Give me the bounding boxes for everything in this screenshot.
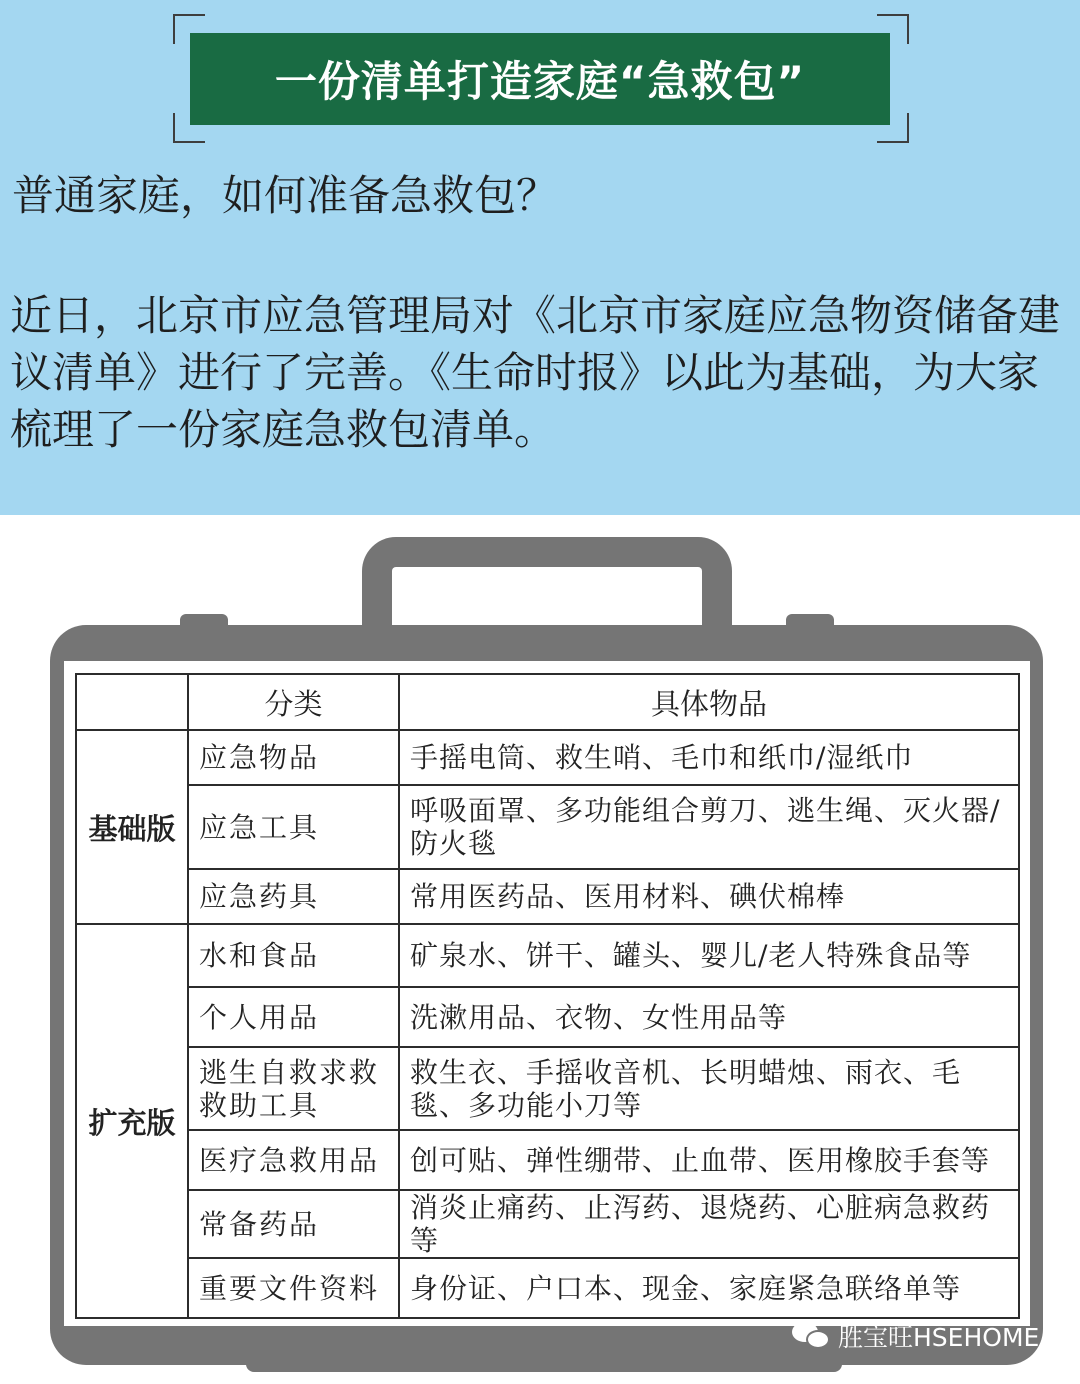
table-row: [76, 1047, 1019, 1130]
header-panel: [0, 0, 1080, 515]
watermark: [792, 1318, 1039, 1354]
group-label-extended: 扩充版: [76, 924, 188, 1318]
suitcase-base: [246, 1356, 842, 1372]
kit-table: [75, 673, 1020, 1319]
items-cell: 创可贴、弹性绷带、止血带、医用橡胶手套等: [399, 1130, 1019, 1190]
table-row: [76, 1190, 1019, 1258]
category-cell: 逃生自救求救救助工具: [188, 1047, 399, 1130]
category-cell: 应急药具: [188, 869, 399, 924]
wechat-icon: [792, 1320, 832, 1352]
intro-paragraph: 近日，北京市应急管理局对《北京市家庭应急物资储备建议清单》进行了完善。《生命时报》以此为基础，为大家梳理了一份家庭急救包清单。: [10, 291, 1061, 454]
items-cell: 身份证、户口本、现金、家庭紧急联络单等: [399, 1258, 1019, 1318]
items-cell: 洗漱用品、衣物、女性用品等: [399, 987, 1019, 1047]
watermark-text: 胜宝旺HSEHOME: [838, 1323, 1040, 1352]
header-cell-group: [76, 674, 188, 730]
items-cell: 消炎止痛药、止泻药、退烧药、心脏病急救药等: [399, 1190, 1019, 1258]
items-cell: 矿泉水、饼干、罐头、婴儿/老人特殊食品等: [399, 924, 1019, 987]
table-row: [76, 1130, 1019, 1190]
category-cell: 水和食品: [188, 924, 399, 987]
table-row: [76, 924, 1019, 987]
table-row: [76, 1258, 1019, 1318]
items-cell: 呼吸面罩、多功能组合剪刀、逃生绳、灭火器/防火毯: [399, 785, 1019, 869]
page-title: 一份清单打造家庭“急救包”: [274, 57, 806, 106]
suitcase-handle: [362, 537, 732, 637]
group-label-basic: 基础版: [76, 730, 188, 924]
table-row: [76, 987, 1019, 1047]
table-row: [76, 785, 1019, 869]
table-row: [76, 730, 1019, 785]
items-cell: 常用医药品、医用材料、碘伏棉棒: [399, 869, 1019, 924]
items-cell: 手摇电筒、救生哨、毛巾和纸巾/湿纸巾: [399, 730, 1019, 785]
category-cell: 个人用品: [188, 987, 399, 1047]
category-cell: 应急物品: [188, 730, 399, 785]
table-header-row: [76, 674, 1019, 730]
items-cell: 救生衣、手摇收音机、长明蜡烛、雨衣、毛毯、多功能小刀等: [399, 1047, 1019, 1130]
table-row: [76, 869, 1019, 924]
category-cell: 重要文件资料: [188, 1258, 399, 1318]
intro-question: 普通家庭，如何准备急救包？: [12, 171, 559, 220]
title-banner: [190, 33, 890, 125]
category-cell: 应急工具: [188, 785, 399, 869]
header-cell-items: 具体物品: [399, 674, 1019, 730]
category-cell: 医疗急救用品: [188, 1130, 399, 1190]
category-cell: 常备药品: [188, 1190, 399, 1258]
header-cell-category: 分类: [188, 674, 399, 730]
